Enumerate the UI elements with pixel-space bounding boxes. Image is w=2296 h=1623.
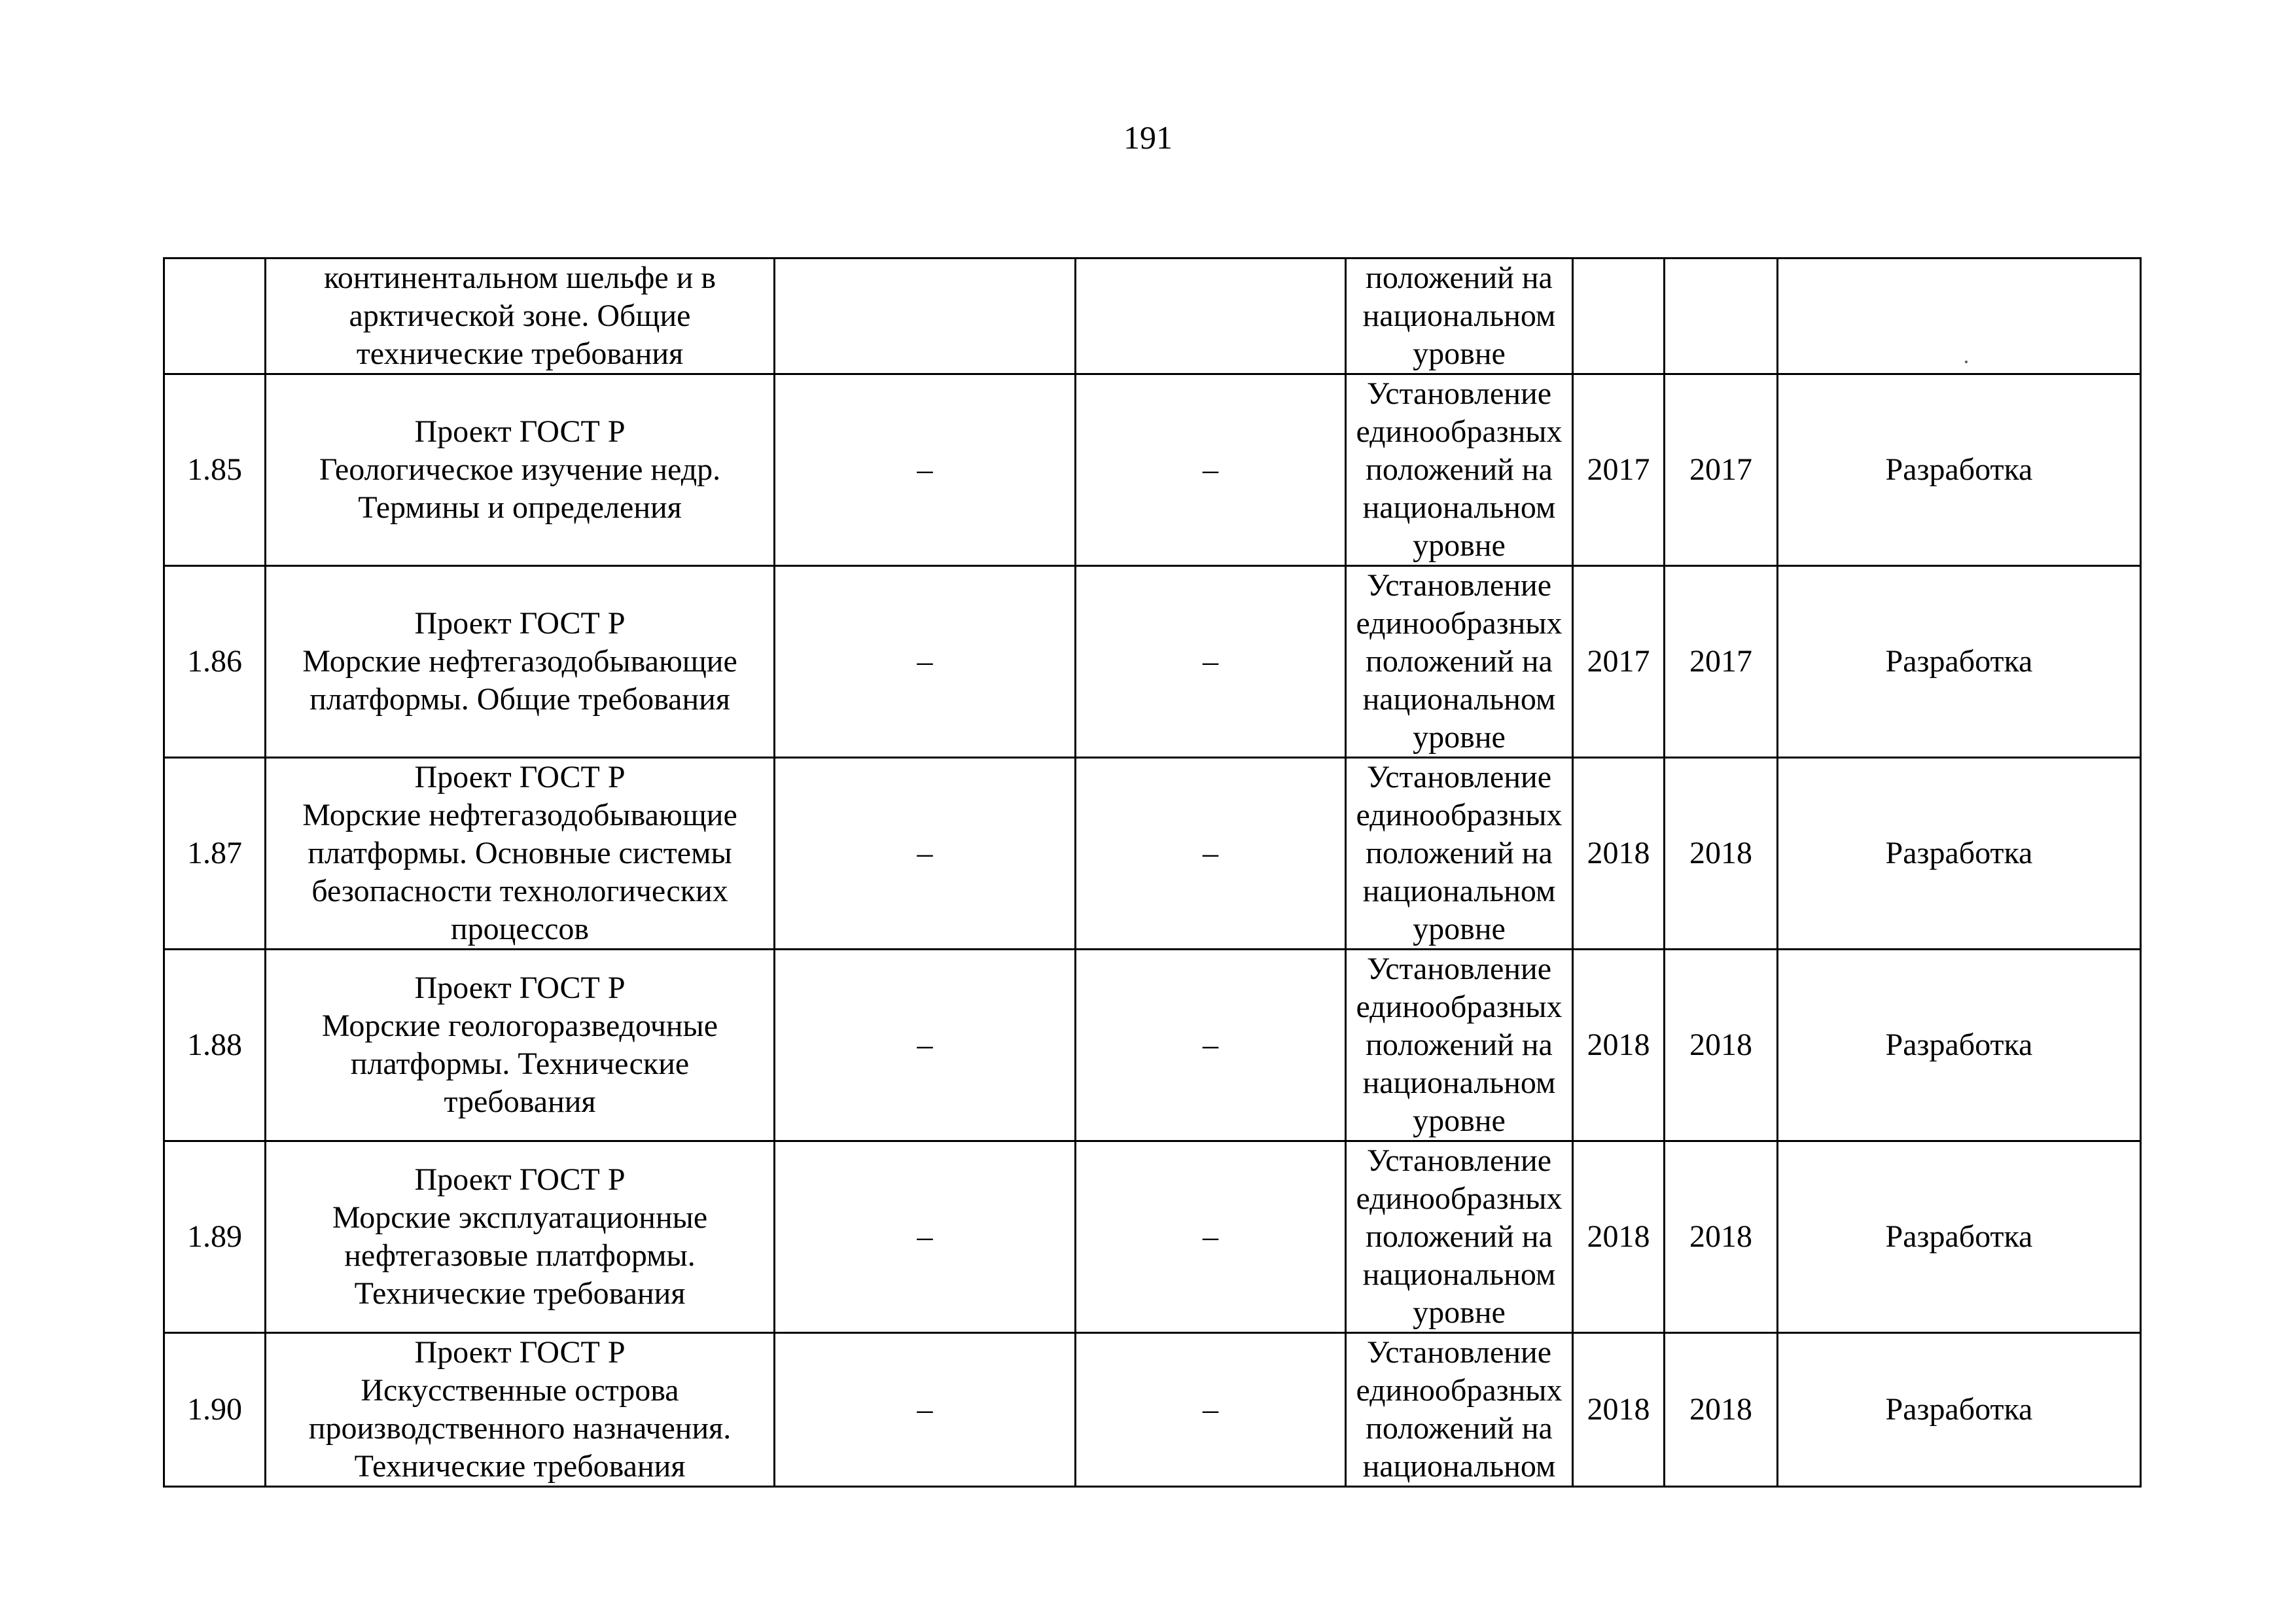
purpose-line: уровне	[1413, 528, 1506, 563]
purpose-cell	[1346, 1333, 1573, 1487]
purpose-line: Установление	[1366, 1143, 1552, 1178]
purpose-line: единообразных	[1356, 606, 1563, 641]
purpose-line: национальном	[1362, 1257, 1556, 1292]
purpose-line: единообразных	[1356, 414, 1563, 449]
purpose-line: положений на	[1366, 836, 1553, 870]
year-end-cell: 2018	[1665, 1141, 1778, 1333]
table-body	[164, 259, 2141, 1487]
status-cell: Разработка	[1778, 1141, 2141, 1333]
document-title	[266, 1333, 775, 1487]
purpose-line: Установление	[1366, 568, 1552, 603]
harmonization-cell: –	[775, 1333, 1076, 1487]
status-cell: Разработка	[1778, 758, 2141, 950]
purpose-cell	[1346, 259, 1573, 374]
title-line: континентальном шельфе и в	[323, 260, 716, 295]
status-cell: Разработка	[1778, 950, 2141, 1141]
status-cell	[1778, 259, 2141, 374]
purpose-line: Установление	[1366, 760, 1552, 794]
year-end-cell: 2018	[1665, 1333, 1778, 1487]
title-line: Морские нефтегазодобывающие	[302, 798, 737, 832]
base-document-cell: –	[1076, 1333, 1346, 1487]
title-line: Проект ГОСТ Р	[414, 971, 626, 1005]
purpose-cell	[1346, 950, 1573, 1141]
purpose-line: единообразных	[1356, 990, 1563, 1024]
title-line: Морские нефтегазодобывающие	[302, 644, 737, 679]
title-line: требования	[444, 1084, 596, 1119]
row-number	[164, 259, 266, 374]
year-start-cell: 2018	[1573, 758, 1665, 950]
document-title	[266, 758, 775, 950]
purpose-line: уровне	[1413, 336, 1506, 371]
table-row	[164, 259, 2141, 374]
base-document-cell: –	[1076, 566, 1346, 758]
year-end-cell: 2017	[1665, 374, 1778, 566]
year-end-cell: 2018	[1665, 758, 1778, 950]
title-line: Искусственные острова	[361, 1373, 679, 1408]
purpose-line: национальном	[1362, 490, 1556, 525]
purpose-line: положений на	[1366, 1219, 1553, 1254]
title-line: нефтегазовые платформы.	[344, 1238, 696, 1273]
status-cell: Разработка	[1778, 566, 2141, 758]
year-end-cell	[1665, 259, 1778, 374]
purpose-cell	[1346, 758, 1573, 950]
title-line: производственного назначения.	[308, 1411, 732, 1446]
purpose-line: уровне	[1413, 912, 1506, 946]
document-title	[266, 259, 775, 374]
year-start-cell	[1573, 259, 1665, 374]
title-line: платформы. Технические	[350, 1046, 690, 1081]
title-line: Морские эксплуатационные	[332, 1200, 708, 1235]
purpose-line: положений на	[1366, 1411, 1553, 1446]
scan-speck	[1965, 361, 1968, 363]
table-row	[164, 758, 2141, 950]
document-title	[266, 566, 775, 758]
purpose-cell	[1346, 1141, 1573, 1333]
title-line: Проект ГОСТ Р	[414, 414, 626, 449]
purpose-line: национальном	[1362, 298, 1556, 333]
title-line: Термины и определения	[358, 490, 682, 525]
title-line: Проект ГОСТ Р	[414, 1335, 626, 1370]
document-title	[266, 374, 775, 566]
title-line: платформы. Основные системы	[308, 836, 732, 870]
row-number: 1.89	[164, 1141, 266, 1333]
title-line: Проект ГОСТ Р	[414, 760, 626, 794]
harmonization-cell: –	[775, 758, 1076, 950]
purpose-line: национальном	[1362, 874, 1556, 908]
table-row	[164, 1333, 2141, 1487]
title-line: Морские геологоразведочные	[321, 1008, 718, 1043]
title-line: Геологическое изучение недр.	[319, 452, 721, 487]
year-start-cell: 2017	[1573, 374, 1665, 566]
year-end-cell: 2018	[1665, 950, 1778, 1141]
purpose-line: единообразных	[1356, 1181, 1563, 1216]
year-start-cell: 2018	[1573, 950, 1665, 1141]
year-end-cell: 2017	[1665, 566, 1778, 758]
table-row	[164, 950, 2141, 1141]
document-title	[266, 950, 775, 1141]
purpose-line: национальном	[1362, 1065, 1556, 1100]
title-line: арктической зоне. Общие	[349, 298, 691, 333]
base-document-cell: –	[1076, 374, 1346, 566]
year-start-cell: 2017	[1573, 566, 1665, 758]
title-line: процессов	[450, 912, 590, 946]
purpose-cell	[1346, 566, 1573, 758]
row-number: 1.90	[164, 1333, 266, 1487]
base-document-cell: –	[1076, 758, 1346, 950]
row-number: 1.85	[164, 374, 266, 566]
row-number: 1.86	[164, 566, 266, 758]
harmonization-cell: –	[775, 566, 1076, 758]
table-row	[164, 374, 2141, 566]
purpose-line: положений на	[1366, 260, 1553, 295]
title-line: платформы. Общие требования	[309, 682, 730, 717]
year-start-cell: 2018	[1573, 1141, 1665, 1333]
status-cell: Разработка	[1778, 374, 2141, 566]
harmonization-cell: –	[775, 950, 1076, 1141]
purpose-line: Установление	[1366, 376, 1552, 411]
title-line: Технические требования	[354, 1449, 686, 1484]
purpose-line: положений на	[1366, 1027, 1553, 1062]
purpose-line: положений на	[1366, 452, 1553, 487]
purpose-line: единообразных	[1356, 1373, 1563, 1408]
table-row	[164, 566, 2141, 758]
harmonization-cell	[775, 259, 1076, 374]
status-cell: Разработка	[1778, 1333, 2141, 1487]
title-line: технические требования	[356, 336, 684, 371]
title-line: Технические требования	[354, 1276, 686, 1311]
purpose-line: национальном	[1362, 1449, 1556, 1484]
purpose-line: уровне	[1413, 1295, 1506, 1330]
table-row	[164, 1141, 2141, 1333]
row-number: 1.87	[164, 758, 266, 950]
year-start-cell: 2018	[1573, 1333, 1665, 1487]
title-line: Проект ГОСТ Р	[414, 1162, 626, 1197]
purpose-line: уровне	[1413, 720, 1506, 755]
title-line: Проект ГОСТ Р	[414, 606, 626, 641]
purpose-line: Установление	[1366, 1335, 1552, 1370]
harmonization-cell: –	[775, 1141, 1076, 1333]
standards-table	[163, 257, 2142, 1488]
purpose-cell	[1346, 374, 1573, 566]
document-title	[266, 1141, 775, 1333]
purpose-line: Установление	[1366, 952, 1552, 986]
base-document-cell: –	[1076, 950, 1346, 1141]
row-number: 1.88	[164, 950, 266, 1141]
harmonization-cell: –	[775, 374, 1076, 566]
base-document-cell	[1076, 259, 1346, 374]
title-line: безопасности технологических	[311, 874, 728, 908]
purpose-line: уровне	[1413, 1103, 1506, 1138]
purpose-line: положений на	[1366, 644, 1553, 679]
purpose-line: национальном	[1362, 682, 1556, 717]
base-document-cell: –	[1076, 1141, 1346, 1333]
page-number: 191	[1123, 119, 1173, 156]
purpose-line: единообразных	[1356, 798, 1563, 832]
